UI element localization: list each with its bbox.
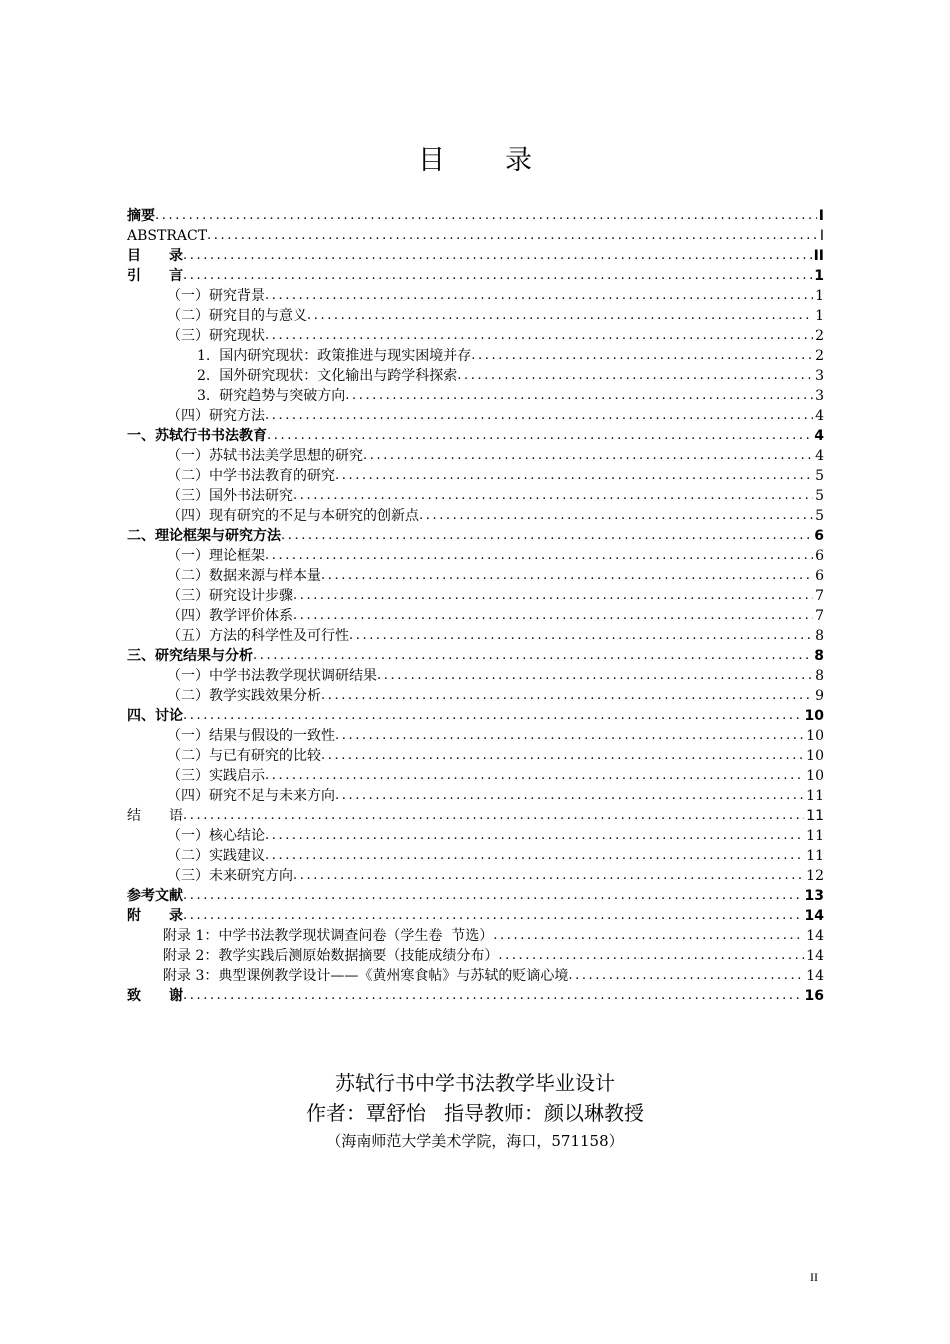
toc-entry-page: 7 bbox=[815, 588, 824, 604]
toc-entry[interactable] bbox=[127, 646, 824, 666]
thesis-info bbox=[0, 1068, 950, 1152]
toc-entry-label: （一）中学书法教学现状调研结果 bbox=[167, 668, 377, 684]
toc-entry-page: 3 bbox=[815, 368, 824, 384]
toc-leader-dots bbox=[155, 206, 817, 226]
toc-entry[interactable] bbox=[127, 866, 824, 886]
toc-entry[interactable] bbox=[127, 926, 824, 946]
toc-entry[interactable] bbox=[127, 426, 824, 446]
toc-leader-dots bbox=[321, 566, 813, 586]
toc-entry[interactable] bbox=[127, 966, 824, 986]
toc-entry-page: 11 bbox=[806, 788, 824, 804]
toc-entry-label: （一）研究背景 bbox=[167, 288, 265, 304]
toc-entry-label: 三、研究结果与分析 bbox=[127, 648, 253, 664]
toc-entry-label: （一）核心结论 bbox=[167, 828, 265, 844]
toc-entry-page: 11 bbox=[806, 848, 824, 864]
toc-entry-page: 16 bbox=[804, 988, 824, 1004]
toc-entry-page: 6 bbox=[815, 568, 824, 584]
toc-entry[interactable] bbox=[127, 526, 824, 546]
toc-entry-label: 引 言 bbox=[127, 268, 183, 284]
toc-entry[interactable] bbox=[127, 446, 824, 466]
toc-entry-page: 4 bbox=[814, 428, 824, 444]
toc-leader-dots bbox=[265, 766, 804, 786]
toc-leader-dots bbox=[183, 706, 803, 726]
toc-leader-dots bbox=[253, 646, 812, 666]
toc-entry-label: 3. 研究趋势与突破方向 bbox=[197, 388, 346, 404]
toc-entry[interactable] bbox=[127, 406, 824, 426]
toc-leader-dots bbox=[345, 386, 813, 406]
toc-entry-page: 10 bbox=[806, 728, 824, 744]
toc-entry-label: （二）数据来源与样本量 bbox=[167, 568, 321, 584]
toc-leader-dots bbox=[293, 586, 813, 606]
toc-leader-dots bbox=[568, 966, 804, 986]
toc-entry-label: （四）研究方法 bbox=[167, 408, 265, 424]
toc-entry[interactable] bbox=[127, 266, 824, 286]
toc-entry-label: 一、苏轼行书书法教育 bbox=[127, 428, 267, 444]
toc-entry[interactable] bbox=[127, 726, 824, 746]
toc-entry-page: II bbox=[813, 248, 824, 264]
author-line bbox=[0, 1098, 950, 1128]
toc-leader-dots bbox=[349, 626, 813, 646]
toc-entry[interactable] bbox=[127, 986, 824, 1006]
toc-entry-label: ABSTRACT bbox=[127, 228, 208, 244]
toc-entry[interactable] bbox=[127, 306, 824, 326]
toc-leader-dots bbox=[281, 526, 812, 546]
toc-entry[interactable] bbox=[127, 606, 824, 626]
toc-entry[interactable] bbox=[127, 766, 824, 786]
toc-title bbox=[0, 138, 950, 174]
toc-leader-dots bbox=[265, 406, 813, 426]
toc-entry[interactable] bbox=[127, 906, 824, 926]
toc-entry-page: 7 bbox=[815, 608, 824, 624]
toc-entry-page: 14 bbox=[806, 928, 824, 944]
toc-leader-dots bbox=[265, 826, 804, 846]
toc-leader-dots bbox=[265, 286, 813, 306]
toc-leader-dots bbox=[498, 946, 804, 966]
toc-entry-label: （一）结果与假设的一致性 bbox=[167, 728, 335, 744]
toc-entry-page: 8 bbox=[815, 668, 824, 684]
toc-title-char-2: 录 bbox=[505, 145, 532, 176]
toc-entry-label: 四、讨论 bbox=[127, 708, 183, 724]
toc-entry[interactable] bbox=[127, 626, 824, 646]
toc-leader-dots bbox=[377, 666, 813, 686]
toc-entry-label: （二）中学书法教育的研究 bbox=[167, 468, 335, 484]
toc-leader-dots bbox=[321, 746, 804, 766]
toc-entry-label: （四）教学评价体系 bbox=[167, 608, 293, 624]
toc-entry-page: I bbox=[818, 208, 824, 224]
toc-leader-dots bbox=[363, 446, 813, 466]
toc-entry-page: 8 bbox=[814, 648, 824, 664]
thesis-title: 苏轼行书中学书法教学毕业设计 bbox=[335, 1071, 615, 1095]
toc-leader-dots bbox=[419, 506, 813, 526]
toc-leader-dots bbox=[265, 846, 804, 866]
toc-entry[interactable] bbox=[127, 586, 824, 606]
toc-entry-page: 14 bbox=[806, 948, 824, 964]
toc-entry-label: （三）未来研究方向 bbox=[167, 868, 293, 884]
toc-entry[interactable] bbox=[127, 826, 824, 846]
toc-entry-page: 5 bbox=[815, 468, 824, 484]
toc-entry-label: （四）研究不足与未来方向 bbox=[167, 788, 335, 804]
toc-entry-label: 参考文献 bbox=[127, 888, 183, 904]
toc-entry-page: 14 bbox=[804, 908, 824, 924]
toc-entry-page: 11 bbox=[806, 808, 824, 824]
toc-entry-page: 12 bbox=[806, 868, 824, 884]
toc-leader-dots bbox=[471, 346, 813, 366]
toc-entry[interactable] bbox=[127, 206, 824, 226]
toc-entry[interactable] bbox=[127, 226, 824, 246]
toc-entry-page: 2 bbox=[815, 348, 824, 364]
author-name: 作者：覃舒怡 bbox=[306, 1101, 426, 1125]
toc-entry[interactable] bbox=[127, 886, 824, 906]
toc-entry-label: （三）国外书法研究 bbox=[167, 488, 293, 504]
toc-entry[interactable] bbox=[127, 506, 824, 526]
toc-entry-label: 附录 2：教学实践后测原始数据摘要（技能成绩分布） bbox=[163, 948, 499, 964]
toc-entry-label: （三）实践启示 bbox=[167, 768, 265, 784]
toc-entry-label: （三）研究设计步骤 bbox=[167, 588, 293, 604]
toc-entry-page: 5 bbox=[815, 488, 824, 504]
toc-entry-label: 附 录 bbox=[127, 908, 183, 924]
toc-entry-label: （一）理论框架 bbox=[167, 548, 265, 564]
table-of-contents bbox=[127, 206, 824, 1006]
toc-entry-page: 4 bbox=[815, 408, 824, 424]
toc-leader-dots bbox=[265, 326, 813, 346]
toc-entry-label: 2. 国外研究现状：文化输出与跨学科探索 bbox=[197, 368, 458, 384]
toc-leader-dots bbox=[183, 986, 803, 1006]
toc-entry-page: 2 bbox=[815, 328, 824, 344]
toc-entry-page: 6 bbox=[814, 528, 824, 544]
toc-entry-page: 1 bbox=[815, 288, 824, 304]
toc-entry-label: （四）现有研究的不足与本研究的创新点 bbox=[167, 508, 419, 524]
toc-entry-page: 1 bbox=[815, 308, 824, 324]
toc-entry-page: 10 bbox=[806, 768, 824, 784]
toc-leader-dots bbox=[321, 686, 813, 706]
toc-leader-dots bbox=[307, 306, 813, 326]
toc-entry[interactable] bbox=[127, 686, 824, 706]
toc-entry[interactable] bbox=[127, 846, 824, 866]
toc-entry-label: （一）苏轼书法美学思想的研究 bbox=[167, 448, 363, 464]
toc-leader-dots bbox=[183, 266, 812, 286]
toc-entry-page: 10 bbox=[806, 748, 824, 764]
toc-entry-page: 5 bbox=[815, 508, 824, 524]
toc-entry[interactable] bbox=[127, 666, 824, 686]
toc-entry-label: 致 谢 bbox=[127, 988, 183, 1004]
toc-entry-label: 结 语 bbox=[127, 808, 183, 824]
toc-entry-page: 10 bbox=[804, 708, 824, 724]
institution: （海南师范大学美术学院，海口，571158） bbox=[326, 1132, 624, 1150]
toc-entry-label: 1. 国内研究现状：政策推进与现实困境并存 bbox=[197, 348, 472, 364]
toc-entry[interactable] bbox=[127, 366, 824, 386]
toc-entry[interactable] bbox=[127, 746, 824, 766]
toc-entry-label: （二）研究目的与意义 bbox=[167, 308, 307, 324]
toc-title-char-1: 目 bbox=[418, 145, 445, 176]
toc-leader-dots bbox=[457, 366, 813, 386]
toc-entry[interactable] bbox=[127, 346, 824, 366]
toc-entry-label: 摘要 bbox=[127, 208, 155, 224]
toc-entry[interactable] bbox=[127, 386, 824, 406]
advisor-name: 指导教师：颜以琳教授 bbox=[444, 1101, 644, 1125]
toc-leader-dots bbox=[183, 246, 812, 266]
toc-entry-label: 二、理论框架与研究方法 bbox=[127, 528, 281, 544]
toc-entry-page: 3 bbox=[815, 388, 824, 404]
toc-entry-label: 附录 1：中学书法教学现状调查问卷（学生卷 节选） bbox=[163, 928, 494, 944]
toc-entry-label: 目 录 bbox=[127, 248, 183, 264]
toc-entry-label: （二）与已有研究的比较 bbox=[167, 748, 321, 764]
toc-entry-page: 8 bbox=[815, 628, 824, 644]
toc-leader-dots bbox=[335, 726, 804, 746]
toc-leader-dots bbox=[183, 906, 803, 926]
toc-entry[interactable] bbox=[127, 546, 824, 566]
toc-leader-dots bbox=[293, 866, 804, 886]
toc-entry[interactable] bbox=[127, 326, 824, 346]
toc-entry-page: 9 bbox=[815, 688, 824, 704]
toc-entry[interactable] bbox=[127, 786, 824, 806]
toc-entry-page: 1 bbox=[814, 268, 824, 284]
toc-leader-dots bbox=[335, 466, 813, 486]
toc-entry[interactable] bbox=[127, 566, 824, 586]
toc-leader-dots bbox=[493, 926, 804, 946]
toc-entry-label: （三）研究现状 bbox=[167, 328, 265, 344]
toc-leader-dots bbox=[265, 546, 813, 566]
toc-entry-label: （五）方法的科学性及可行性 bbox=[167, 628, 349, 644]
toc-entry[interactable] bbox=[127, 466, 824, 486]
toc-entry-page: 13 bbox=[804, 888, 824, 904]
toc-entry-page: I bbox=[819, 228, 824, 244]
toc-entry-page: 4 bbox=[815, 448, 824, 464]
toc-leader-dots bbox=[293, 486, 813, 506]
toc-entry-page: 14 bbox=[806, 968, 824, 984]
toc-leader-dots bbox=[183, 886, 803, 906]
toc-leader-dots bbox=[207, 226, 818, 246]
toc-entry[interactable] bbox=[127, 706, 824, 726]
page-number: II bbox=[810, 1270, 818, 1284]
toc-entry-page: 11 bbox=[806, 828, 824, 844]
toc-leader-dots bbox=[335, 786, 804, 806]
toc-leader-dots bbox=[293, 606, 813, 626]
toc-entry-label: （二）实践建议 bbox=[167, 848, 265, 864]
toc-entry[interactable] bbox=[127, 246, 824, 266]
toc-entry-page: 6 bbox=[815, 548, 824, 564]
toc-entry[interactable] bbox=[127, 286, 824, 306]
toc-entry[interactable] bbox=[127, 486, 824, 506]
toc-entry-label: 附录 3：典型课例教学设计——《黄州寒食帖》与苏轼的贬谪心境 bbox=[163, 968, 569, 984]
toc-entry[interactable] bbox=[127, 806, 824, 826]
toc-entry-label: （二）教学实践效果分析 bbox=[167, 688, 321, 704]
toc-leader-dots bbox=[183, 806, 804, 826]
toc-leader-dots bbox=[267, 426, 812, 446]
toc-entry[interactable] bbox=[127, 946, 824, 966]
